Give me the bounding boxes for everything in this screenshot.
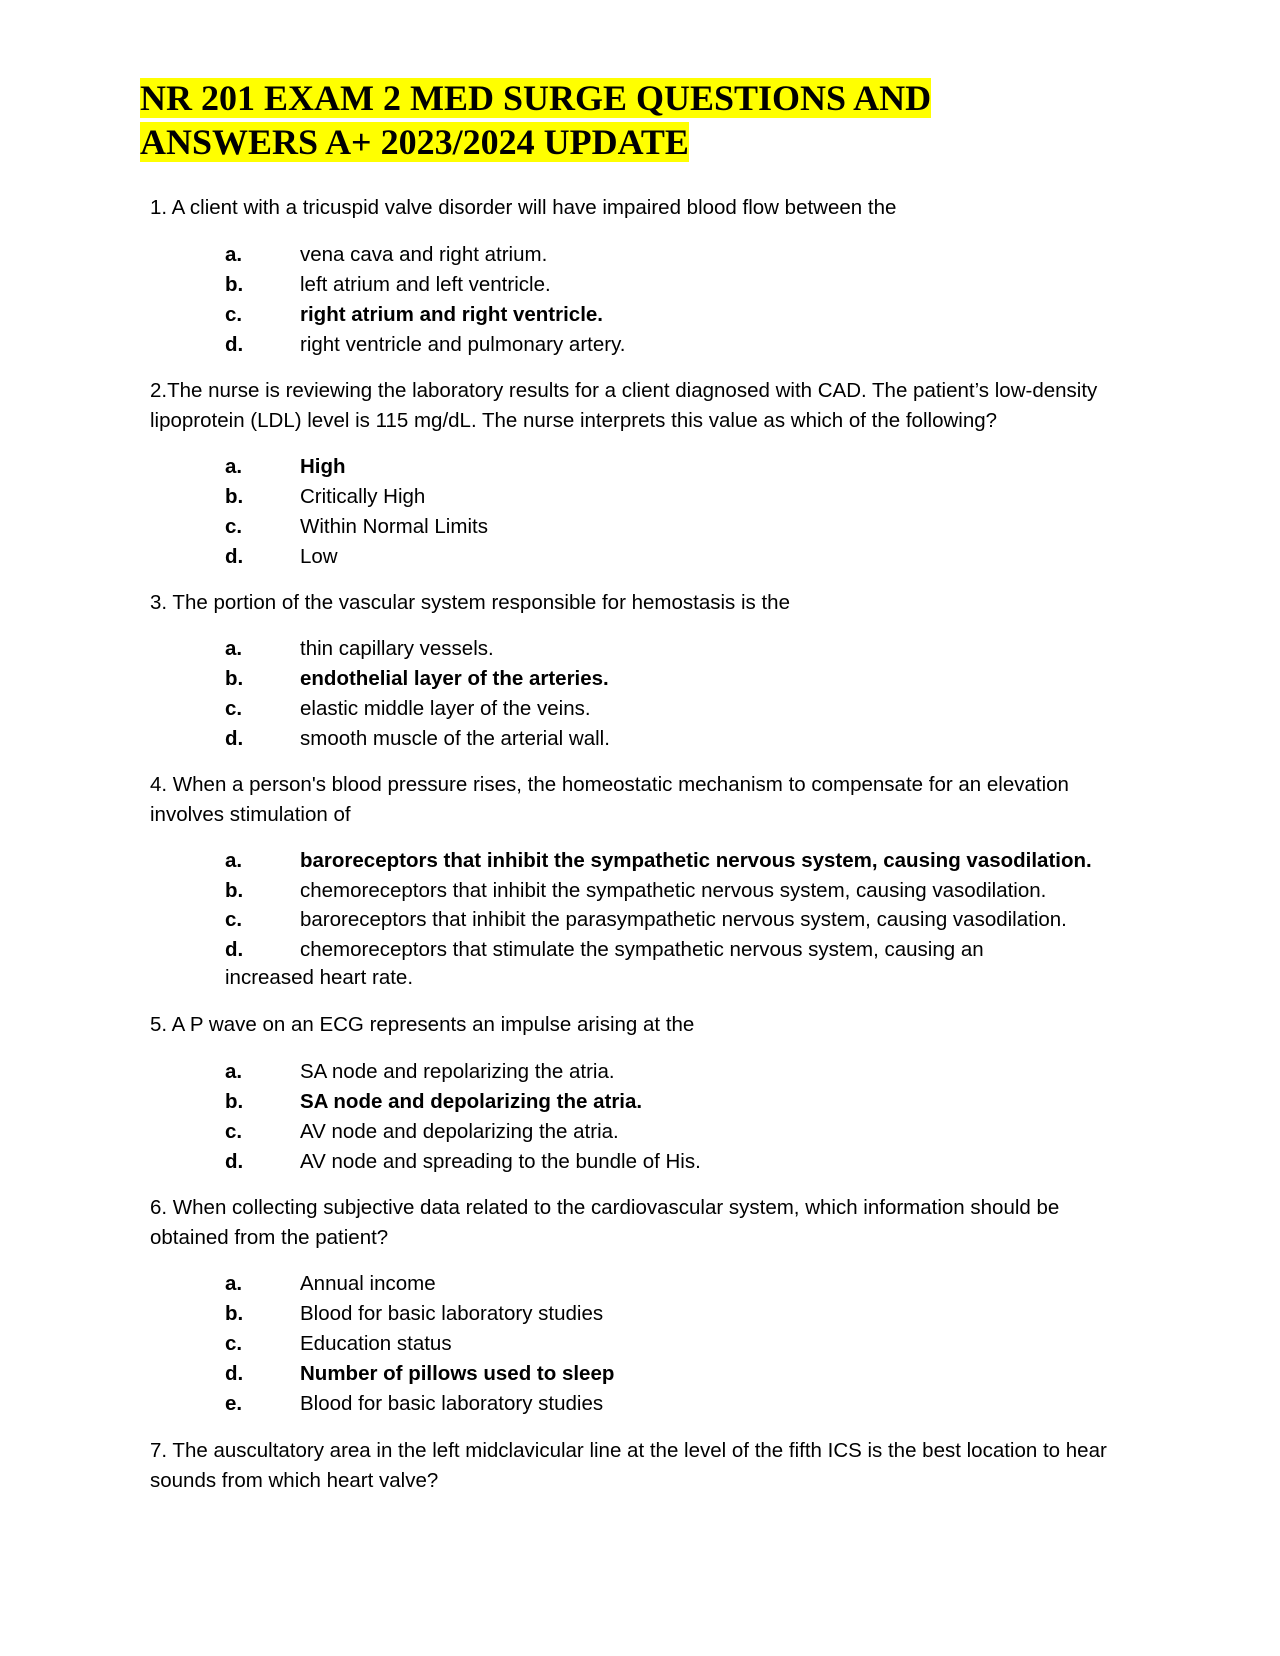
question-6-option-a xyxy=(225,1269,436,1299)
question-3-option-d xyxy=(225,724,610,754)
option-text: left atrium and left ventricle. xyxy=(300,273,551,296)
question-5-option-d xyxy=(225,1147,701,1177)
option-letter: b. xyxy=(225,667,244,690)
option-letter: a. xyxy=(225,1272,243,1295)
option-letter: d. xyxy=(225,333,244,356)
question-5-option-a xyxy=(225,1057,615,1087)
question-4-option-b xyxy=(225,876,1046,906)
question-6-option-c xyxy=(225,1329,452,1359)
question-7: 7. The auscultatory area in the left midclavicular line at the level of the fifth ICS is the best location to hear sounds from which heart valve? xyxy=(150,1439,1107,1492)
option-letter: d. xyxy=(225,727,244,750)
option-text: Within Normal Limits xyxy=(300,515,488,538)
option-text: Blood for basic laboratory studies xyxy=(300,1302,604,1325)
question-5-option-b xyxy=(225,1087,642,1117)
option-text: thin capillary vessels. xyxy=(300,637,494,660)
question-3: 3. The portion of the vascular system responsible for hemostasis is the xyxy=(150,591,790,614)
question-6: 6. When collecting subjective data related to the cardiovascular system, which information should be obtained from the patient? xyxy=(150,1196,1060,1249)
option-text: elastic middle layer of the veins. xyxy=(300,697,591,720)
question-1: 1. A client with a tricuspid valve disorder will have impaired blood flow between the xyxy=(150,196,897,219)
question-1-option-b xyxy=(225,270,551,300)
option-text: smooth muscle of the arterial wall. xyxy=(300,727,610,750)
question-1-option-c xyxy=(225,300,603,330)
question-1-option-d xyxy=(225,330,626,360)
correct-answer-text: Number of pillows used to sleep xyxy=(300,1362,615,1385)
option-letter: d. xyxy=(225,1150,244,1173)
question-3-option-c xyxy=(225,694,591,724)
question-4-option-d xyxy=(225,935,984,965)
option-letter: b. xyxy=(225,273,244,296)
option-text: chemoreceptors that inhibit the sympathetic nervous system, causing vasodilation. xyxy=(300,879,1047,902)
option-letter: c. xyxy=(225,697,243,720)
option-text: AV node and depolarizing the atria. xyxy=(300,1120,619,1143)
option-letter: d. xyxy=(225,938,244,961)
option-letter: d. xyxy=(225,545,244,568)
correct-answer-text: baroreceptors that inhibit the sympathetic nervous system, causing vasodilation. xyxy=(300,849,1092,872)
option-text: Blood for basic laboratory studies xyxy=(300,1392,604,1415)
title-line-1: NR 201 EXAM 2 MED SURGE QUESTIONS AND xyxy=(140,78,932,118)
question-4-option-d-continuation: increased heart rate. xyxy=(225,966,414,989)
option-letter: e. xyxy=(225,1392,243,1415)
question-3-option-b xyxy=(225,664,609,694)
option-text: Critically High xyxy=(300,485,426,508)
option-text: baroreceptors that inhibit the parasympathetic nervous system, causing vasodilation. xyxy=(300,908,1067,931)
option-letter: c. xyxy=(225,303,243,326)
option-text: vena cava and right atrium. xyxy=(300,243,548,266)
question-2: 2.The nurse is reviewing the laboratory results for a client diagnosed with CAD. The patient’s low-density lipoprotein (LDL) level is 115 mg/dL. The nurse interprets this value as which of the following? xyxy=(150,379,1098,432)
question-2-option-d xyxy=(225,542,338,572)
question-4-option-c xyxy=(225,905,1067,935)
title-line-2: ANSWERS A+ 2023/2024 UPDATE xyxy=(140,122,689,162)
question-3-option-a xyxy=(225,634,494,664)
option-text: SA node and repolarizing the atria. xyxy=(300,1060,615,1083)
option-text: AV node and spreading to the bundle of His. xyxy=(300,1150,701,1173)
option-text: Annual income xyxy=(300,1272,436,1295)
correct-answer-text: endothelial layer of the arteries. xyxy=(300,667,609,690)
option-letter: a. xyxy=(225,243,243,266)
option-letter: b. xyxy=(225,485,244,508)
option-text: Education status xyxy=(300,1332,452,1355)
question-2-option-a xyxy=(225,452,346,482)
option-letter: a. xyxy=(225,1060,243,1083)
option-letter: c. xyxy=(225,1120,243,1143)
option-text: Low xyxy=(300,545,338,568)
question-6-option-b xyxy=(225,1299,603,1329)
question-4-option-a xyxy=(225,846,1092,876)
option-letter: c. xyxy=(225,1332,243,1355)
question-5: 5. A P wave on an ECG represents an impulse arising at the xyxy=(150,1013,695,1036)
document-title xyxy=(140,76,931,164)
question-2-option-c xyxy=(225,512,488,542)
option-letter: a. xyxy=(225,455,243,478)
option-letter: b. xyxy=(225,879,244,902)
option-text: right ventricle and pulmonary artery. xyxy=(300,333,626,356)
correct-answer-text: High xyxy=(300,455,346,478)
option-text: chemoreceptors that stimulate the sympathetic nervous system, causing an xyxy=(300,938,984,961)
option-letter: c. xyxy=(225,515,243,538)
question-6-option-d xyxy=(225,1359,614,1389)
question-6-option-e xyxy=(225,1389,603,1419)
question-5-option-c xyxy=(225,1117,619,1147)
correct-answer-text: right atrium and right ventricle. xyxy=(300,303,603,326)
correct-answer-text: SA node and depolarizing the atria. xyxy=(300,1090,643,1113)
question-2-option-b xyxy=(225,482,425,512)
option-letter: c. xyxy=(225,908,243,931)
option-letter: d. xyxy=(225,1362,244,1385)
question-1-option-a xyxy=(225,240,547,270)
option-letter: b. xyxy=(225,1302,244,1325)
question-4: 4. When a person's blood pressure rises, the homeostatic mechanism to compensate for an elevation involves stimulation of xyxy=(150,773,1069,826)
option-letter: a. xyxy=(225,637,243,660)
option-letter: a. xyxy=(225,849,243,872)
option-letter: b. xyxy=(225,1090,244,1113)
